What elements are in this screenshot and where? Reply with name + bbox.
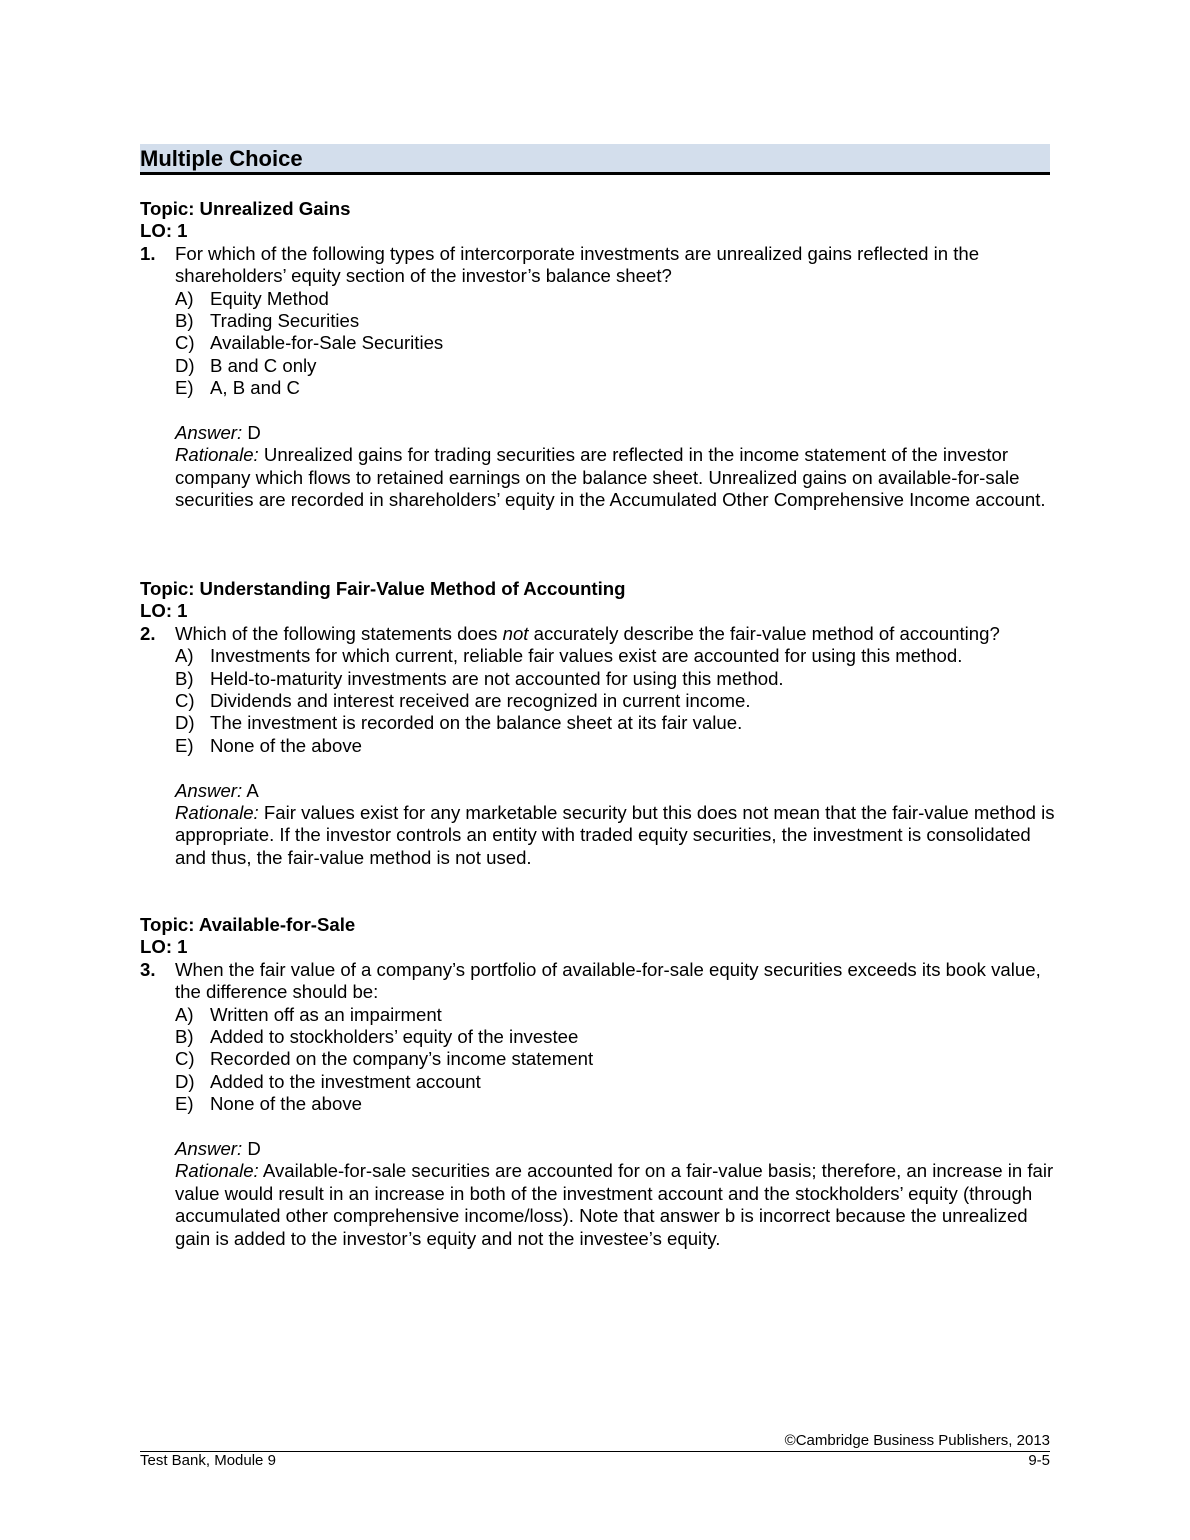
question-lo: LO: 1 xyxy=(140,936,188,958)
option-letter: A) xyxy=(175,287,194,309)
question-stem xyxy=(140,959,1055,1004)
option-letter: B) xyxy=(175,310,194,332)
option-letter: E) xyxy=(175,734,194,756)
question-text: When the fair value of a company’s portfolio of available-for-sale equity securities exceeds its book value, the difference should be: xyxy=(175,958,1041,1003)
question-stem xyxy=(140,243,1055,288)
rationale-text: Available-for-sale securities are accounted for on a fair-value basis; therefore, an increase in fair value would result in an increase in both of the investment account and the stockholders’ equity (through accumulated other comprehensive income/loss). Note that answer b is incorrect because the unrealized gain is added to the investor’s equity and not the investee’s equity. xyxy=(175,1160,1054,1249)
question-block-1 xyxy=(140,198,1055,512)
question-number: 2. xyxy=(140,622,156,644)
option-letter: D) xyxy=(175,354,195,376)
option-letter: B) xyxy=(175,1026,194,1048)
answer-line xyxy=(140,1138,1055,1160)
option-item xyxy=(175,668,1055,690)
question-block-3 xyxy=(140,914,1055,1250)
option-item xyxy=(175,690,1055,712)
question-number: 3. xyxy=(140,958,156,980)
option-text: Added to the investment account xyxy=(210,1070,481,1092)
option-item xyxy=(175,310,1055,332)
section-title: Multiple Choice xyxy=(140,146,303,171)
question-text: For which of the following types of intercorporate investments are unrealized gains reflected in the shareholders’ equity section of the investor’s balance sheet? xyxy=(175,242,980,287)
rationale-label: Rationale: xyxy=(175,802,259,824)
option-letter: C) xyxy=(175,332,195,354)
rationale-label: Rationale: xyxy=(175,1160,259,1182)
option-item xyxy=(175,355,1055,377)
question-topic: Topic: Available-for-Sale xyxy=(140,914,356,935)
option-text: None of the above xyxy=(210,1093,362,1115)
option-letter: D) xyxy=(175,712,195,734)
option-text: Dividends and interest received are recognized in current income. xyxy=(210,690,751,712)
option-letter: D) xyxy=(175,1070,195,1092)
option-text: Available-for-Sale Securities xyxy=(210,332,444,354)
section-header xyxy=(140,144,1050,175)
rationale xyxy=(140,802,1055,869)
question-text-after: accurately describe the fair-value method of accounting? xyxy=(528,622,1000,644)
answer-line xyxy=(140,780,1055,802)
option-item xyxy=(175,1048,1055,1070)
option-letter: E) xyxy=(175,1093,194,1115)
option-text: Equity Method xyxy=(210,287,329,309)
option-list xyxy=(140,1004,1055,1116)
answer-label: Answer: xyxy=(175,422,243,444)
option-item xyxy=(175,1093,1055,1115)
question-stem xyxy=(140,623,1055,645)
answer-value: D xyxy=(247,1138,261,1160)
question-lo: LO: 1 xyxy=(140,220,188,242)
option-item xyxy=(175,712,1055,734)
question-topic: Topic: Understanding Fair-Value Method of Accounting xyxy=(140,578,626,599)
rationale xyxy=(140,444,1055,511)
option-text: Written off as an impairment xyxy=(210,1003,442,1025)
option-text: Held-to-maturity investments are not accounted for using this method. xyxy=(210,667,784,689)
option-letter: C) xyxy=(175,690,195,712)
option-item xyxy=(175,288,1055,310)
option-item xyxy=(175,1004,1055,1026)
rationale-label: Rationale: xyxy=(175,444,259,466)
option-text: B and C only xyxy=(210,354,317,376)
option-item xyxy=(175,735,1055,757)
option-item xyxy=(175,1026,1055,1048)
rationale-text: Fair values exist for any marketable security but this does not mean that the fair-value method is appropriate. If the investor controls an entity with traded equity securities, the investment is consolidated and thus, the fair-value method is not used. xyxy=(175,802,1055,868)
question-lo: LO: 1 xyxy=(140,600,188,622)
option-text: Trading Securities xyxy=(210,310,360,332)
rationale xyxy=(140,1160,1055,1250)
option-letter: A) xyxy=(175,645,194,667)
option-text: Added to stockholders’ equity of the investee xyxy=(210,1026,579,1048)
question-topic: Topic: Unrealized Gains xyxy=(140,198,351,219)
option-letter: C) xyxy=(175,1048,195,1070)
option-item xyxy=(175,645,1055,667)
option-letter: B) xyxy=(175,667,194,689)
option-list xyxy=(140,288,1055,400)
question-text: Which of the following statements does xyxy=(175,622,503,644)
footer-divider xyxy=(140,1451,1050,1452)
option-list xyxy=(140,645,1055,757)
option-text: Investments for which current, reliable fair values exist are accounted for using this method. xyxy=(210,645,963,667)
option-item xyxy=(175,1071,1055,1093)
option-item xyxy=(175,377,1055,399)
option-text: None of the above xyxy=(210,734,362,756)
answer-value: A xyxy=(246,779,259,801)
question-emphasis: not xyxy=(502,622,529,644)
option-letter: E) xyxy=(175,377,194,399)
question-number: 1. xyxy=(140,242,156,264)
answer-value: D xyxy=(247,422,261,444)
rationale-text: Unrealized gains for trading securities are reflected in the income statement of the investor company which flows to retained earnings on the balance sheet. Unrealized gains on available-for-sale securities are recorded in shareholders’ equity in the Accumulated Other Comprehensive Income account. xyxy=(175,444,1046,511)
option-letter: A) xyxy=(175,1003,194,1025)
option-item xyxy=(175,332,1055,354)
footer-module-label: Test Bank, Module 9 xyxy=(140,1452,276,1469)
answer-label: Answer: xyxy=(175,1138,243,1160)
answer-line xyxy=(140,422,1055,444)
option-text: The investment is recorded on the balance sheet at its fair value. xyxy=(210,712,743,734)
answer-label: Answer: xyxy=(175,779,243,801)
option-text: Recorded on the company’s income statement xyxy=(210,1048,594,1070)
footer-page-number: 9-5 xyxy=(1028,1452,1050,1469)
option-text: A, B and C xyxy=(210,377,300,399)
footer-copyright: ©Cambridge Business Publishers, 2013 xyxy=(784,1432,1050,1449)
question-block-2 xyxy=(140,578,1055,869)
